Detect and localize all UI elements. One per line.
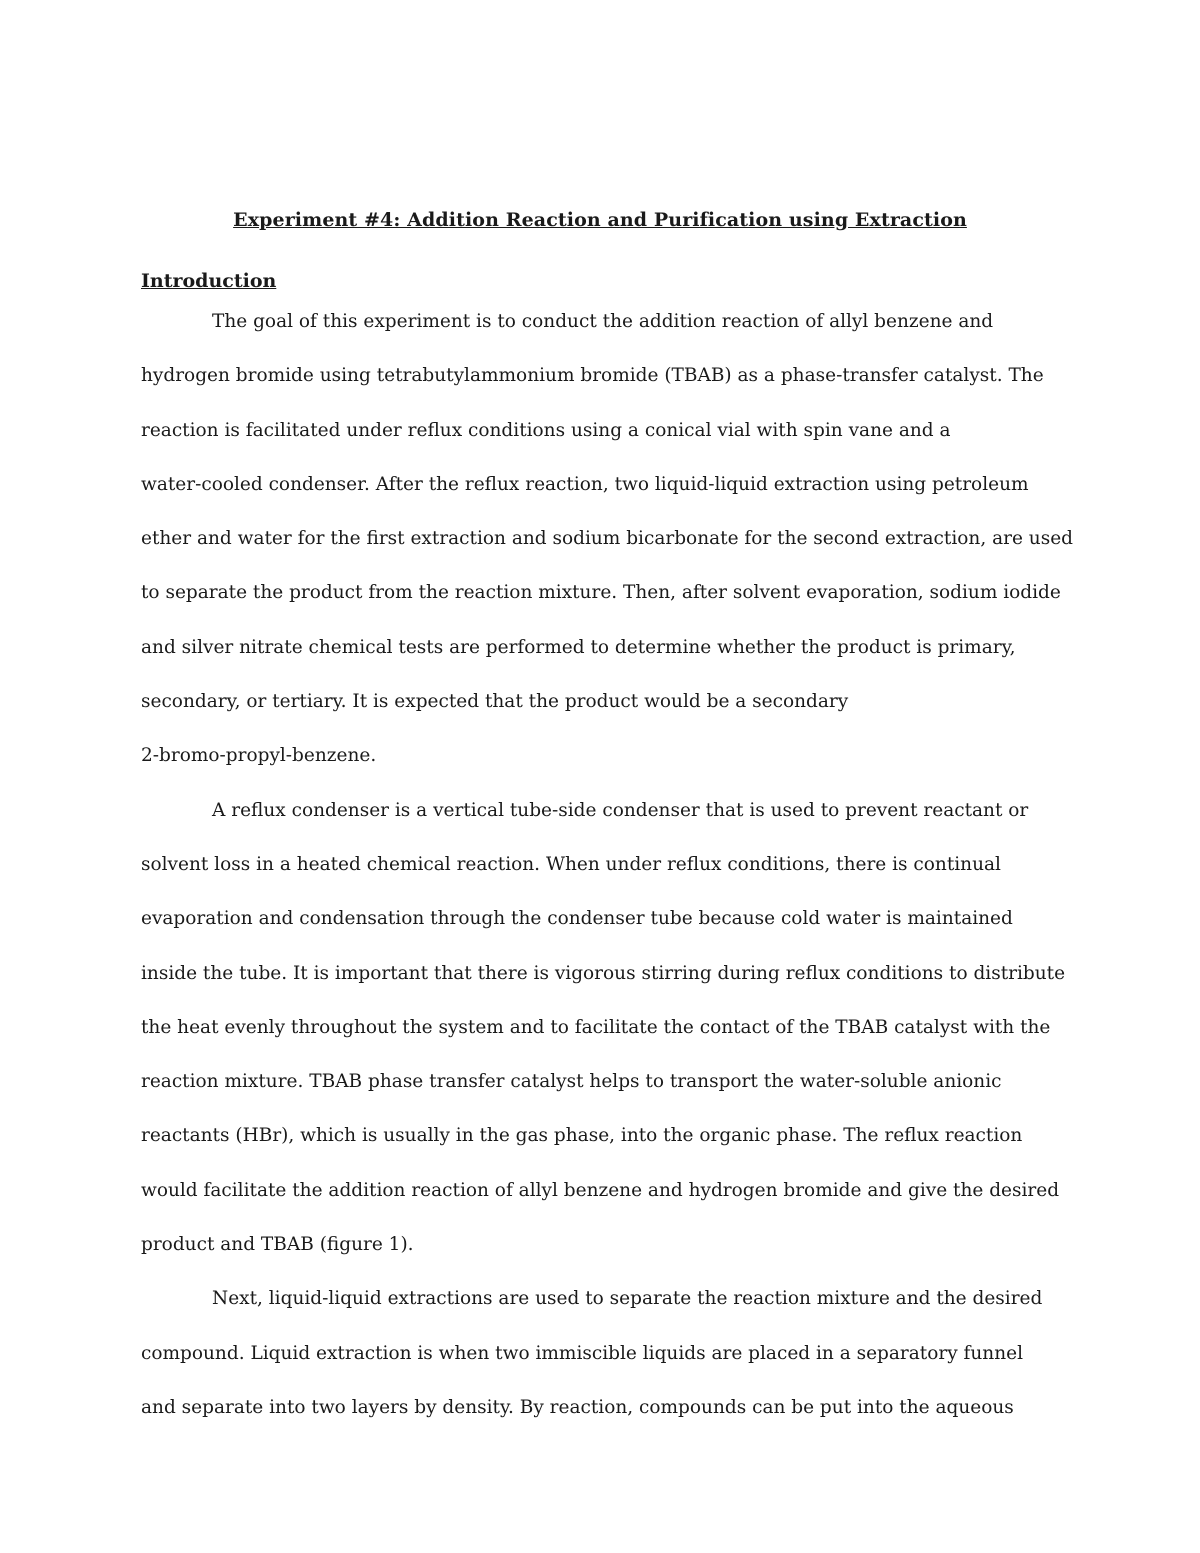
text-line: ether and water for the first extraction and sodium bicarbonate for the second extraction, are used: [141, 528, 1073, 550]
text-line: Next, liquid-liquid extractions are used to separate the reaction mixture and the desired: [212, 1288, 1043, 1310]
text-line: evaporation and condensation through the condenser tube because cold water is maintained: [141, 908, 1013, 930]
text-line: to separate the product from the reaction mixture. Then, after solvent evaporation, sodium iodide: [141, 582, 1061, 604]
text-line: solvent loss in a heated chemical reaction. When under reflux conditions, there is continual: [141, 853, 1001, 875]
introduction-body: [141, 295, 1071, 1435]
text-line: secondary, or tertiary. It is expected that the product would be a secondary: [141, 691, 849, 713]
text-line: A reflux condenser is a vertical tube-side condenser that is used to prevent reactant or: [212, 799, 1029, 821]
text-line: and silver nitrate chemical tests are performed to determine whether the product is primary,: [141, 636, 1016, 658]
text-line: the heat evenly throughout the system and to facilitate the contact of the TBAB catalyst with the: [141, 1016, 1051, 1038]
paragraph-reflux-condenser: [141, 784, 1071, 1273]
section-heading-introduction: Introduction: [141, 270, 277, 292]
paragraph-extraction: [141, 1272, 1071, 1435]
text-line: The goal of this experiment is to conduct the addition reaction of allyl benzene and: [212, 311, 994, 332]
text-line: compound. Liquid extraction is when two immiscible liquids are placed in a separatory funnel: [141, 1342, 1024, 1364]
text-line: reactants (HBr), which is usually in the gas phase, into the organic phase. The reflux reaction: [141, 1125, 1023, 1147]
text-line: inside the tube. It is important that there is vigorous stirring during reflux conditions to distribute: [141, 962, 1066, 984]
text-line: 2-bromo-propyl-benzene.: [141, 745, 377, 767]
paragraph-goal: [141, 295, 1071, 784]
text-line: product and TBAB (figure 1).: [141, 1234, 414, 1256]
document-title: Experiment #4: Addition Reaction and Purification using Extraction: [233, 209, 967, 231]
text-line: would facilitate the addition reaction of allyl benzene and hydrogen bromide and give the desired: [141, 1179, 1060, 1201]
text-line: reaction is facilitated under reflux conditions using a conical vial with spin vane and a: [141, 419, 951, 441]
text-line: reaction mixture. TBAB phase transfer catalyst helps to transport the water-soluble anionic: [141, 1071, 1002, 1093]
text-line: and separate into two layers by density. By reaction, compounds can be put into the aqueous: [141, 1396, 1014, 1418]
text-line: hydrogen bromide using tetrabutylammonium bromide (TBAB) as a phase-transfer catalyst. The: [141, 365, 1044, 387]
text-line: water-cooled condenser. After the reflux reaction, two liquid-liquid extraction using petroleum: [141, 473, 1029, 495]
